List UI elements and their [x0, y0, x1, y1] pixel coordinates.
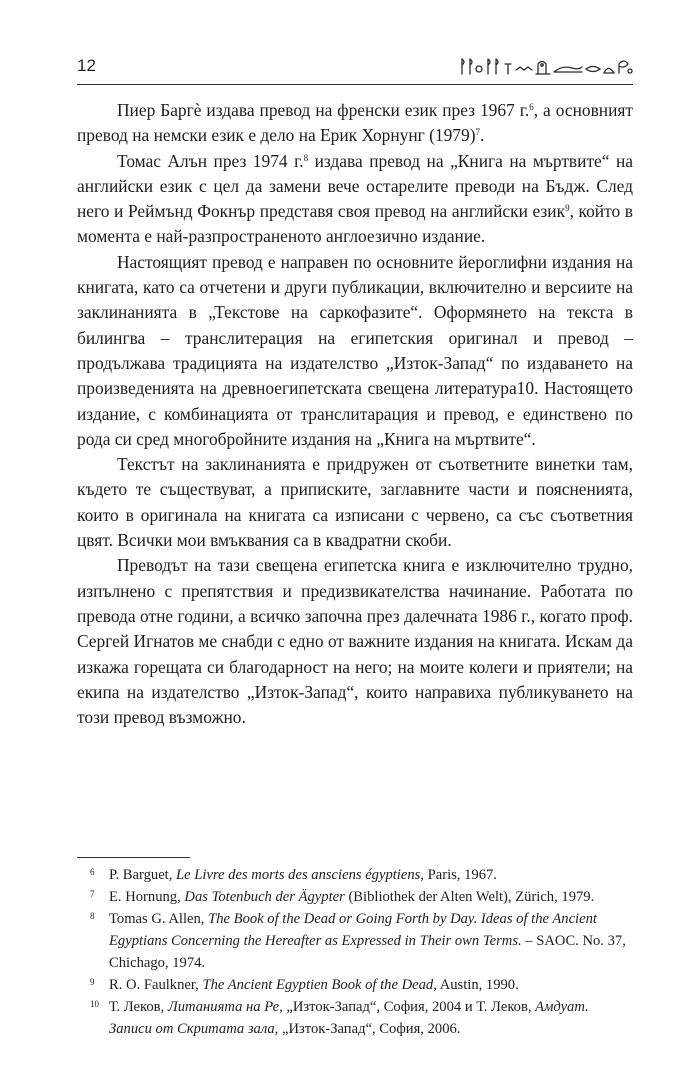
paragraph: Преводът на тази свещена египетска книга е изключително трудно, изпълнено с препятствия и предизвикателства начинание. Работата по превода отне години, а всичко започна през далечната 1986 г., когато проф. Сергей Игнатов ме снабди с едно от важните издания на книгата. Искам да изкажа горещата си благодарност на него; на моите колеги и приятели; на екипа на издателство „Изток-Запад“, които направиха публикуването на този превод възможно. [77, 555, 633, 728]
footnote-title: Das Totenbuch der Ägypter [184, 889, 345, 905]
paragraph [77, 98, 633, 149]
footnote-text: „Изток-Запад“, София, 2006. [278, 1021, 461, 1037]
footnote-title: Литанията на Ре, [167, 999, 283, 1015]
footnote-rule [77, 857, 190, 858]
footnote-title: Амдуат. Записи от Скритата зала, [109, 999, 589, 1037]
footnote-title: The Book of the Dead or Going Forth by Day. Ideas of the Ancient Egyptians Concerning the Hereafter as Expressed in Their own Terms. [109, 911, 597, 949]
text-run: Томас Алън през 1974 г. [117, 150, 304, 171]
footnote-number: 10 [90, 999, 99, 1009]
text-run: Пиер Баргѐ издава превод на френски език през 1967 г. [117, 100, 530, 120]
footnote-ref: 9 [565, 203, 570, 214]
footnote [77, 908, 633, 974]
footnote-number: 6 [90, 867, 95, 877]
page-number: 12 [77, 56, 96, 75]
footnote-text: R. O. Faulkner, [109, 977, 203, 993]
footnote-ref: 8 [303, 152, 309, 163]
footnote-text: „Изток-Запад“, София, 2004 и Т. Леков, [282, 999, 536, 1015]
main-text [77, 98, 633, 730]
footnote-text: (Bibliothek der Alten Welt), Zürich, 1979. [344, 889, 595, 905]
hieroglyph-ornament-icon [458, 56, 633, 78]
text-run: . [480, 125, 485, 146]
footnote [77, 974, 633, 996]
paragraph [77, 149, 633, 250]
header-rule [77, 84, 633, 85]
footnote-text: Austin, 1990. [436, 977, 519, 993]
footnote-text: – SAOC. No. 37, Chichago, 1974. [109, 933, 626, 971]
text-run: издава превод на „Книга на мъртвите“ на английски език с цел да замени вече остарелите преводи на Бъдж. След него и Реймънд Фокнър представя своя превод на английски език [77, 150, 633, 222]
footnote-text: P. Barguet, [109, 867, 177, 883]
text-run: , който в момента е най-разпространеното англоезично издание. [77, 201, 634, 247]
footnote-title: Le Livre des morts des ansciens égyptiens, [176, 867, 424, 883]
footnote-text: Т. Леков, [109, 999, 168, 1015]
footnote-text: Tomas G. Allen, [109, 911, 209, 927]
footnote-text: Paris, 1967. [423, 867, 497, 883]
text-run: , а основният превод на немски език е дело на Ерик Хорнунг (1979) [77, 100, 633, 146]
footnote-ref: 7 [475, 127, 480, 138]
footnotes [77, 864, 633, 1040]
footnote-ref: 6 [529, 102, 534, 112]
footnote [77, 996, 633, 1040]
footnote [77, 886, 633, 908]
footnote-number: 8 [90, 911, 95, 921]
footnote-title: The Ancient Egyptien Book of the Dead, [202, 977, 437, 993]
footnote-text: E. Hornung, [109, 889, 185, 905]
paragraph: Текстът на заклинанията е придружен от съответните винетки там, където те съществуват, а приписките, заглавните части и поясненията, които в оригинала на книгата са изписани с червено, са със съответния цвят. Всички мои вмъквания са в квадратни скоби. [77, 454, 633, 551]
footnote-number: 7 [90, 889, 95, 899]
footnote-number: 9 [90, 977, 95, 987]
paragraph: Настоящият превод е направен по основните йероглифни издания на книгата, като са отчетени и други публикации, включително и версиите на заклинанията в „Текстове на саркофазите“. Оформянето на текста в билингва – транслитерация на египетския оригинал и превод – продължава традицията на издателство „Изток-Запад“ по издаването на произведенията на древноегипетската свещена литература10. Настоящето издание, с комбинацията от транслитарация и превод, е единствено по рода си сред многобройните издания на „Книга на мъртвите“. [77, 251, 633, 449]
footnote [77, 864, 633, 886]
